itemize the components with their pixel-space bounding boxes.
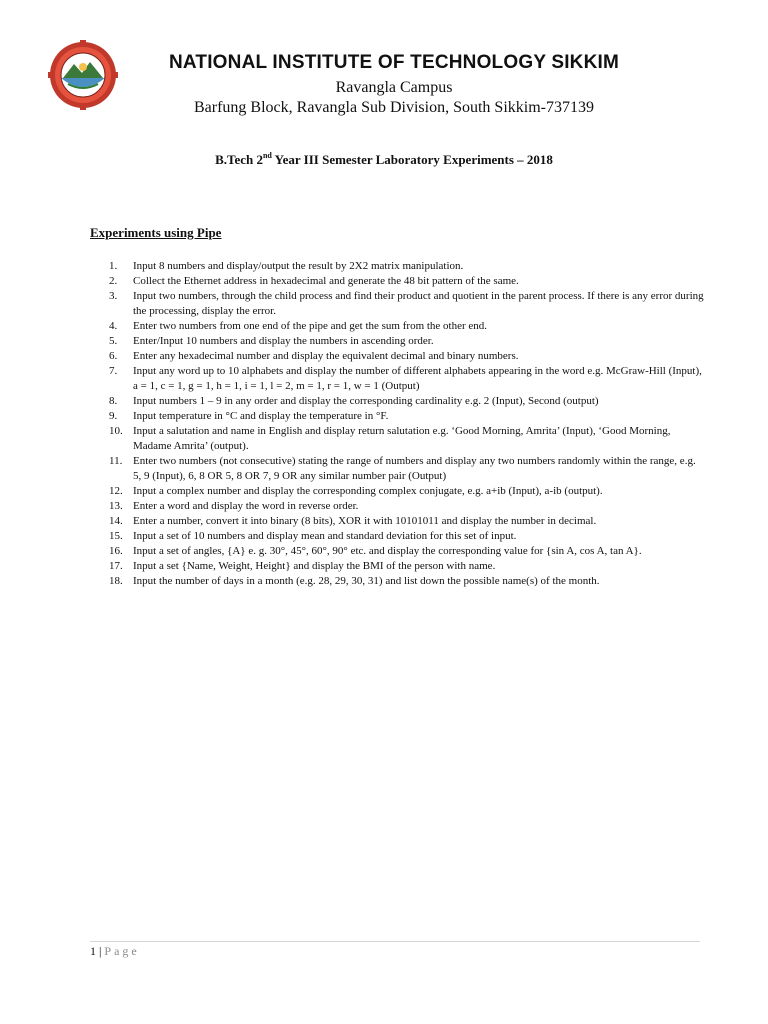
list-item — [95, 409, 705, 424]
list-item — [95, 424, 705, 454]
campus-name: Ravangla Campus — [335, 79, 453, 96]
list-item-number: 6. — [109, 350, 118, 362]
list-item — [95, 559, 705, 574]
page-number: 1 — [90, 944, 96, 958]
list-item-number: 1. — [109, 260, 118, 272]
document-title — [0, 152, 768, 168]
list-item-number: 14. — [109, 515, 123, 527]
list-item-number: 18. — [109, 575, 123, 587]
list-item — [95, 514, 705, 529]
footer-divider — [90, 941, 700, 942]
list-item-text: Enter any hexadecimal number and display the equivalent decimal and binary numbers. — [133, 350, 519, 362]
list-item — [95, 499, 705, 514]
list-item-text: Input a salutation and name in English and display return salutation e.g. ‘Good Morning, Amrita’ (Input), ‘Good Morning, Madame Amrita’ (output). — [133, 425, 671, 452]
list-item — [95, 319, 705, 334]
list-item-text: Input the number of days in a month (e.g. 28, 29, 30, 31) and list down the possible name(s) of the month. — [133, 575, 600, 587]
list-item — [95, 259, 705, 274]
list-item-text: Enter two numbers from one end of the pipe and get the sum from the other end. — [133, 320, 488, 332]
list-item-text: Input a set of angles, {A} e. g. 30°, 45°, 60°, 90° etc. and display the corresponding value for {sin A, cos A, tan A}. — [133, 545, 642, 557]
list-item-text: Input a set {Name, Weight, Height} and display the BMI of the person with name. — [133, 560, 496, 572]
page-footer — [90, 944, 140, 959]
list-item-number: 17. — [109, 560, 123, 572]
list-item — [95, 364, 705, 394]
title-prefix: B.Tech 2 — [215, 152, 263, 167]
list-item-number: 5. — [109, 335, 118, 347]
list-item-number: 15. — [109, 530, 123, 542]
list-item-text: Enter/Input 10 numbers and display the numbers in ascending order. — [133, 335, 434, 347]
list-item — [95, 529, 705, 544]
list-item-text: Input two numbers, through the child process and find their product and quotient in the parent process. If there is any error during the processing, display the error. — [133, 290, 704, 317]
list-item-number: 4. — [109, 320, 118, 332]
list-item — [95, 574, 705, 589]
list-item-number: 11. — [109, 455, 123, 467]
list-item-text: Input 8 numbers and display/output the result by 2X2 matrix manipulation. — [133, 260, 464, 272]
footer-separator: | — [99, 944, 102, 958]
list-item — [95, 454, 705, 484]
list-item-number: 10. — [109, 425, 123, 437]
list-item — [95, 544, 705, 559]
list-item — [95, 484, 705, 499]
list-item-text: Enter two numbers (not consecutive) stating the range of numbers and display any two numbers randomly within the range, e.g. 5, 9 (Input), 6, 8 OR 5, 8 OR 7, 9 OR any similar number pair (Output) — [133, 455, 696, 482]
section-heading: Experiments using Pipe — [90, 225, 222, 240]
list-item-number: 16. — [109, 545, 123, 557]
list-item-text: Input a complex number and display the corresponding complex conjugate, e.g. a+ib (Input), a-ib (output). — [133, 485, 603, 497]
list-item-number: 12. — [109, 485, 123, 497]
experiment-list — [95, 259, 705, 589]
list-item — [95, 394, 705, 409]
institute-address: Barfung Block, Ravangla Sub Division, South Sikkim-737139 — [194, 99, 594, 116]
list-item-text: Collect the Ethernet address in hexadecimal and generate the 48 bit pattern of the same. — [133, 275, 519, 287]
list-item-text: Input temperature in °C and display the temperature in °F. — [133, 410, 389, 422]
title-superscript: nd — [262, 151, 272, 160]
list-item-number: 2. — [109, 275, 118, 287]
list-item-number: 7. — [109, 365, 118, 377]
list-item-number: 3. — [109, 290, 118, 302]
list-item-number: 9. — [109, 410, 118, 422]
institute-name: NATIONAL INSTITUTE OF TECHNOLOGY SIKKIM — [168, 52, 620, 73]
list-item-text: Input a set of 10 numbers and display mean and standard deviation for this set of input. — [133, 530, 517, 542]
title-suffix: Year III Semester Laboratory Experiments – 2018 — [271, 152, 553, 167]
list-item — [95, 274, 705, 289]
list-item — [95, 334, 705, 349]
list-item — [95, 349, 705, 364]
list-item-text: Enter a number, convert it into binary (8 bits), XOR it with 10101011 and display the number in decimal. — [133, 515, 597, 527]
list-item-text: Input any word up to 10 alphabets and display the number of different alphabets appearing in the word e.g. McGraw-Hill (Input), a = 1, c = 1, g = 1, h = 1, i = 1, l = 2, m = 1, r = 1, w = 1 (Output) — [133, 365, 702, 392]
list-item-text: Input numbers 1 – 9 in any order and display the corresponding cardinality e.g. 2 (Input), Second (output) — [133, 395, 599, 407]
institute-logo — [48, 40, 118, 110]
page-label: Page — [104, 944, 140, 958]
list-item-number: 8. — [109, 395, 118, 407]
list-item-number: 13. — [109, 500, 123, 512]
list-item-text: Enter a word and display the word in reverse order. — [133, 500, 359, 512]
list-item — [95, 289, 705, 319]
